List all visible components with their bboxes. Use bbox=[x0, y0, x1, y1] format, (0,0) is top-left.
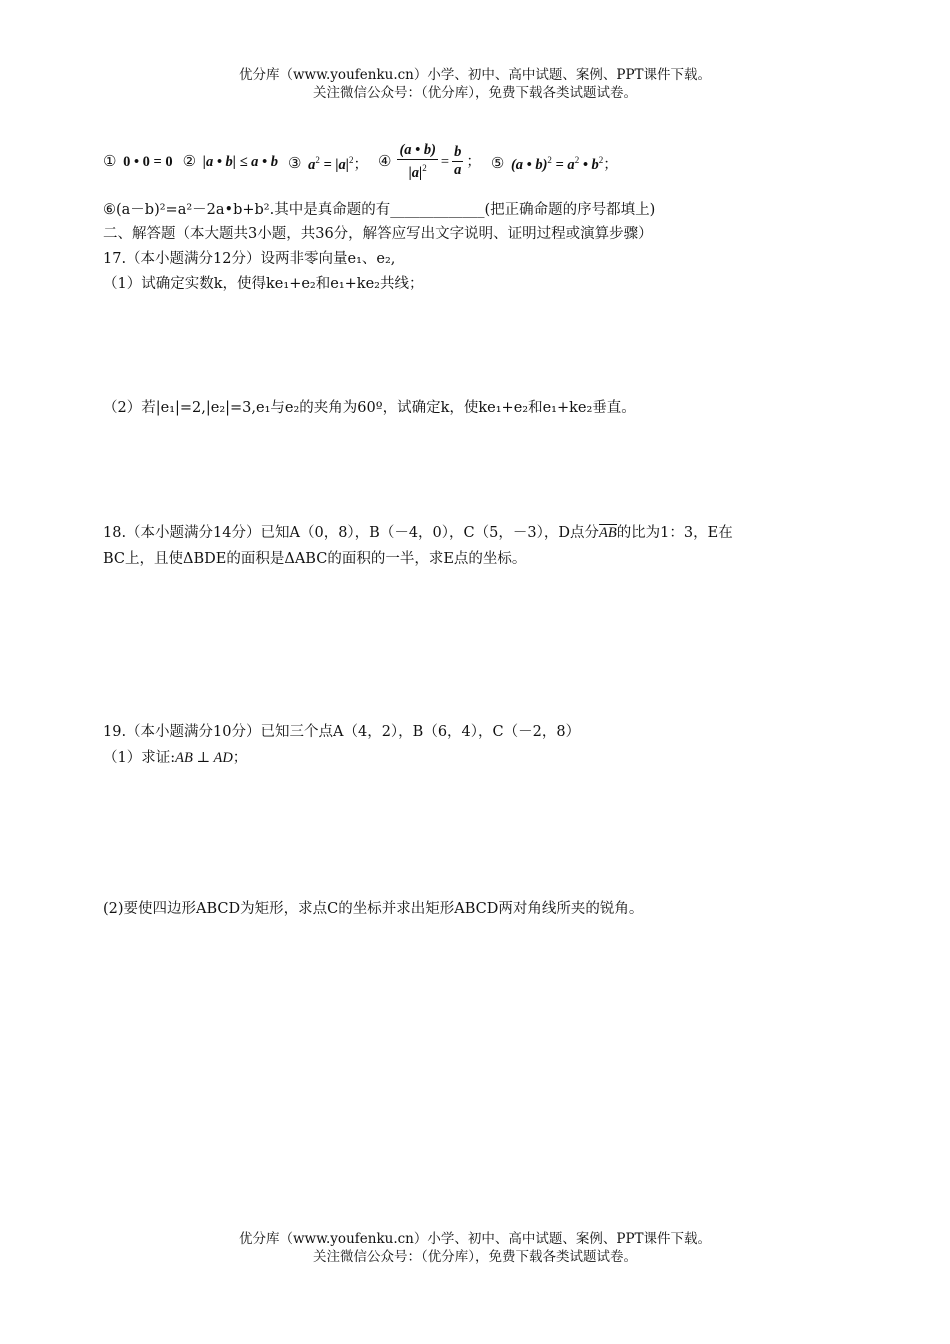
q19-part-2: (2)要使四边形ABCD为矩形，求点C的坐标并求出矩形ABCD两对角线所夹的锐角。 bbox=[103, 901, 644, 917]
prop-4: ④ $\frac{(a • b)}{|a|^2}$ = $\frac{b}{a}$ ； bbox=[377, 142, 481, 181]
q19-stem: 19.（本小题满分10分）已知三个点A（4，2），B（6，4），C（－2，8） bbox=[103, 724, 581, 740]
question-16-remainder: ⑥(a－b)²=a²－2a•b+b².其中是真命题的有_____________(把正确命题的序号都填上) bbox=[103, 202, 656, 218]
q17-part-2: （2）若|e₁|=2,|e₂|=3,e₁与e₂的夹角为60º，试确定k，使ke₁+e₂和e₁+ke₂垂直。 bbox=[103, 400, 636, 416]
header-line-1: 优分库（www.youfenku.cn）小学、初中、高中试题、案例、PPT课件下载。 bbox=[238, 67, 712, 83]
prop-2: ② |a • b| ≤ a • b bbox=[182, 154, 278, 170]
propositions-line bbox=[103, 140, 618, 184]
page-header bbox=[0, 66, 950, 102]
q17-stem: 17.（本小题满分12分）设两非零向量e₁、e₂, bbox=[103, 251, 396, 267]
section-2-heading: 二、解答题（本大题共3小题，共36分，解答应写出文字说明、证明过程或演算步骤） bbox=[103, 226, 653, 242]
prop-4-rhs-fraction: $\frac{b}{a}$ bbox=[454, 144, 462, 179]
vector-ab: AB bbox=[598, 525, 617, 541]
prop-3: ③ $a^2 = |a|^2$； bbox=[288, 154, 368, 173]
q18-line-1: 18.（本小题满分14分）已知A（0，8），B（－4，0），C（5，－3），D点分AB的比为1：3，E在 bbox=[103, 525, 733, 541]
prop-5: ⑤ (a • $b)^2 = a^2$ • $b^2$； bbox=[490, 154, 618, 173]
q19-part-1: （1）求证:AB ⊥ AD； bbox=[103, 750, 248, 766]
footer-line-2: 关注微信公众号：（优分库），免费下载各类试题试卷。 bbox=[313, 1249, 637, 1265]
header-line-2: 关注微信公众号：（优分库），免费下载各类试题试卷。 bbox=[313, 85, 637, 101]
q18-line-2: BC上，且使ΔBDE的面积是ΔABC的面积的一半，求E点的坐标。 bbox=[103, 551, 527, 567]
footer-line-1: 优分库（www.youfenku.cn）小学、初中、高中试题、案例、PPT课件下载。 bbox=[238, 1231, 712, 1247]
perpendicular-expression: AB ⊥ AD bbox=[175, 750, 233, 766]
page-footer bbox=[0, 1230, 950, 1266]
q17-part-1: （1）试确定实数k，使得ke₁+e₂和e₁+ke₂共线； bbox=[103, 276, 424, 292]
prop-4-lhs-fraction: $\frac{(a • b)}{|a|^2}$ bbox=[399, 142, 436, 181]
prop-1: ① 0 • 0 = 0 bbox=[103, 154, 173, 170]
